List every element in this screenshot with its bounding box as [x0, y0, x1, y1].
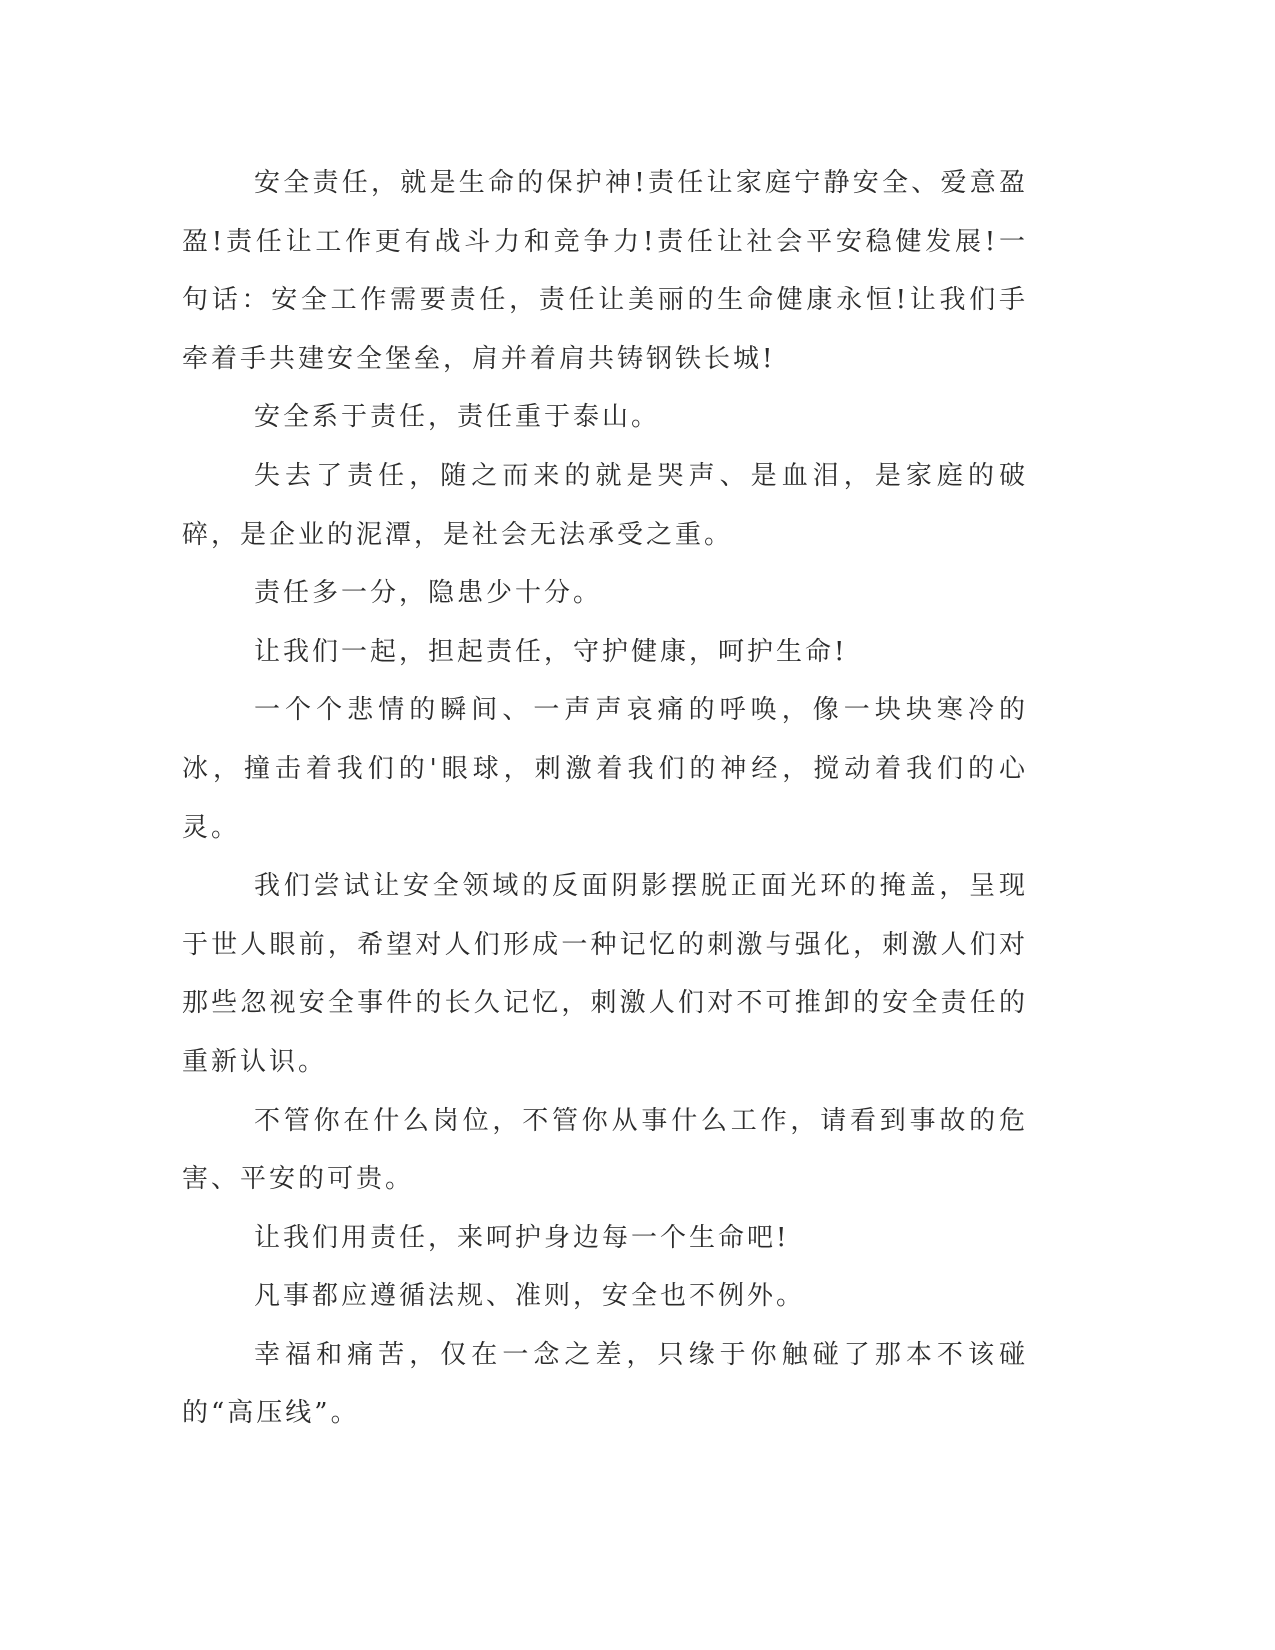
paragraph: 幸福和痛苦，仅在一念之差，只缘于你触碰了那本不该碰的“高压线”。 [182, 1339, 1028, 1429]
paragraph: 让我们用责任，来呵护身边每一个生命吧! [254, 1222, 790, 1253]
paragraph: 让我们一起，担起责任，守护健康，呵护生命! [254, 636, 848, 667]
paragraph: 安全系于责任，责任重于泰山。 [254, 402, 661, 433]
document-body [182, 154, 1028, 1443]
paragraph: 安全责任，就是生命的保护神!责任让家庭宁静安全、爱意盈盈!责任让工作更有战斗力和竞争力!责任让社会平安稳健发展!一句话：安全工作需要责任，责任让美丽的生命健康永恒!让我们手牵着手共建安全堡垒，肩并着肩共铸钢铁长城! [182, 168, 1028, 374]
paragraph: 责任多一分，隐患少十分。 [254, 578, 603, 609]
paragraph: 我们尝试让安全领域的反面阴影摆脱正面光环的掩盖，呈现于世人眼前，希望对人们形成一种记忆的刺激与强化，刺激人们对那些忽视安全事件的长久记忆，刺激人们对不可推卸的安全责任的重新认识。 [182, 871, 1028, 1077]
paragraph: 不管你在什么岗位，不管你从事什么工作，请看到事故的危害、平安的可贵。 [182, 1105, 1028, 1195]
paragraph: 凡事都应遵循法规、准则，安全也不例外。 [254, 1281, 806, 1312]
paragraph: 一个个悲情的瞬间、一声声哀痛的呼唤，像一块块寒冷的冰，撞击着我们的'眼球，刺激着我们的神经，搅动着我们的心灵。 [182, 695, 1028, 843]
paragraph: 失去了责任，随之而来的就是哭声、是血泪，是家庭的破碎，是企业的泥潭，是社会无法承受之重。 [182, 460, 1028, 550]
